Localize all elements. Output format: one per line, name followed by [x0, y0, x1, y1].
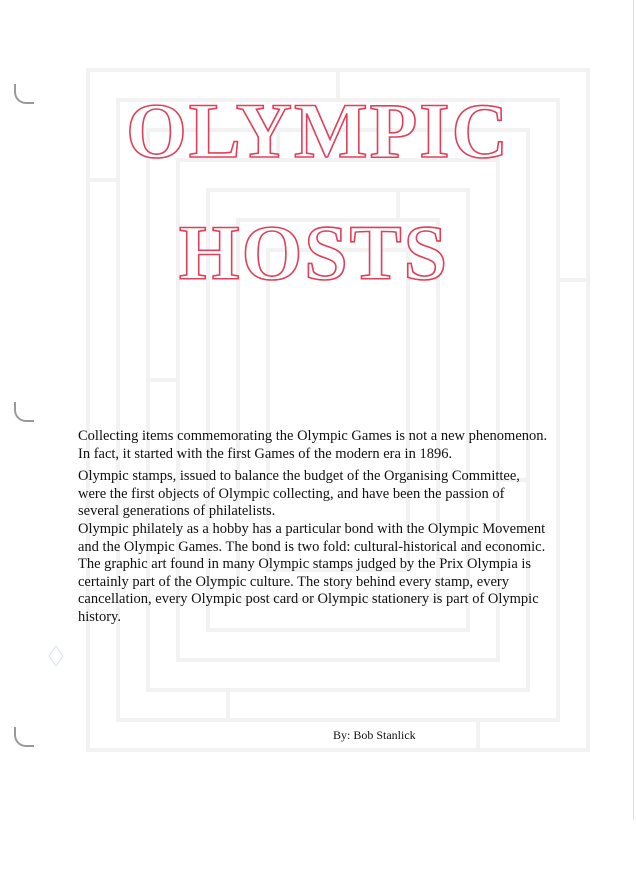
- paragraph: Collecting items commemorating the Olympic Games is not a new phenomenon. In fact, it started with the first Games of the modern era in 1896.: [78, 428, 548, 462]
- byline: By: Bob Stanlick: [333, 728, 416, 742]
- binder-hole: [14, 402, 34, 422]
- paragraph: Olympic stamps, issued to balance the budget of the Organising Committee, were the first objects of Olympic collecting, and have been the passion of several generations of philatelists.: [78, 468, 520, 520]
- body-text: [78, 428, 548, 632]
- title-line-2: HOSTS: [178, 209, 450, 296]
- binder-hole: [14, 727, 34, 747]
- paragraph: Olympic philately as a hobby has a particular bond with the Olympic Movement and the Olympic Games. The bond is two fold: cultural-historical and economic. The graphic art found in many Olympic stamps judged by the Prix Olympia is certainly part of the Olympic culture. The story behind every stamp, every cancellation, every Olympic post card or Olympic stationery is part of Olympic history.: [78, 520, 546, 625]
- diamond-mark: [48, 645, 64, 667]
- title-line-1: OLYMPIC: [126, 87, 510, 174]
